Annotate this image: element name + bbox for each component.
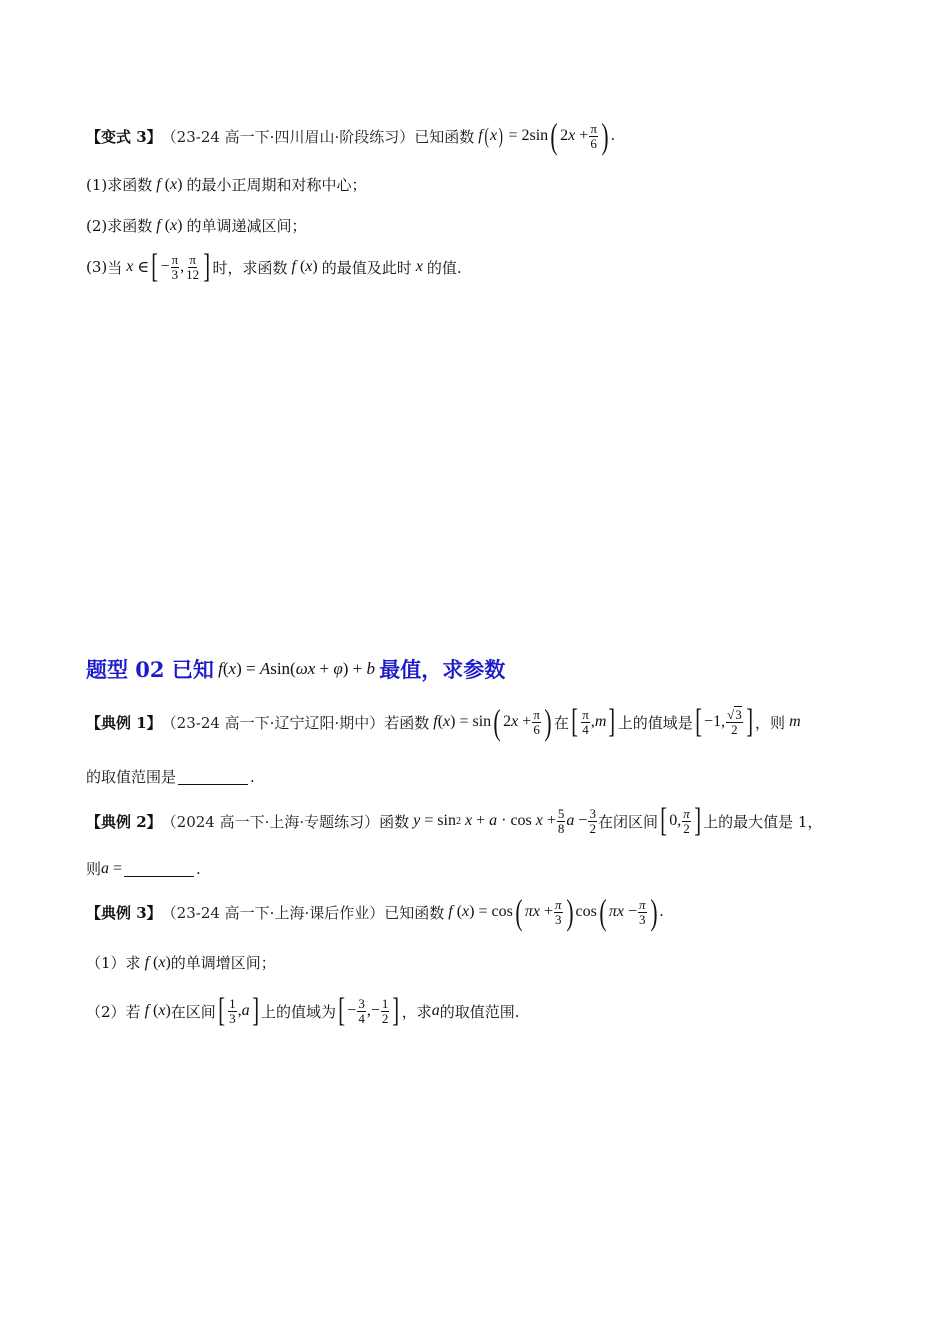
example1-cont: 的取值范围是 . — [86, 767, 255, 786]
example3-stem: 【典例 3】 （23-24 高一下·上海·课后作业） 已知函数 f ( x ) = cos ( πx + $\frac{\pi}{3}$ ) cos ( πx − $\frac{\pi}{3}$ ) . — [86, 892, 664, 932]
section-heading — [86, 654, 505, 684]
variant3-tag: 【变式 3】 — [86, 127, 162, 146]
section-title-suffix: 最值，求参数 — [379, 657, 506, 682]
variant3-q2: (2) 求函数 f ( x ) 的单调递减区间； — [86, 216, 307, 235]
variant3-stem-text: 已知函数 — [414, 127, 475, 146]
example2-tag: 【典例 2】 — [86, 812, 162, 831]
answer-blank[interactable] — [178, 769, 248, 785]
example1-tag: 【典例 1】 — [86, 713, 162, 732]
answer-blank[interactable] — [124, 861, 194, 877]
variant3-q3: (3) 当 x ∈ [ − $\frac{\pi}{3}$ , $\frac{\pi}{12}$ ] 时，求函数 f ( x ) 的最值及此时 x 的值. — [86, 248, 462, 285]
example3-q2: （2） 若 f ( x ) 在区间 [ $\frac{1}{3}$ , a ] 上的值域为 [ − $\frac{3}{4}$ ,− $\frac{1}{2}$ ] ，求 a 的取值范围. — [86, 992, 520, 1029]
section-title-prefix: 题型 02 已知 — [86, 657, 214, 682]
example3-tag: 【典例 3】 — [86, 903, 162, 922]
example2-stem: 【典例 2】 （2024 高一下·上海·专题练习） 函数 y = sin 2 x + a · cos x + $\frac{5}{8}$ a − $\frac{3}{2}$ 在闭区间 [ 0, $\frac{\pi}{2}$ ] 上的最大值是 1， — [86, 802, 823, 839]
variant3-q1: (1) 求函数 f ( x ) 的最小正周期和对称中心； — [86, 175, 367, 194]
example2-cont: 则 a = . — [86, 859, 201, 878]
variant3-formula: f ( x ) = 2sin ( 2 x + $\frac{\pi}{6}$ ) . — [478, 116, 615, 156]
variant3-source: （23-24 高一下·四川眉山·阶段练习） — [161, 127, 415, 146]
section-formula: f ( x ) = A sin( ωx + φ ) + b — [218, 659, 376, 678]
example3-q1: （1） 求 f ( x ) 的单调增区间； — [86, 953, 276, 972]
example1-stem: 【典例 1】 （23-24 高一下·辽宁辽阳·期中） 若函数 f ( x ) = sin ( 2 x + $\frac{\pi}{6}$ ) 在 [ $\frac{\pi}{4}$ , m ] 上的值域是 [ −1, $\frac{√3}{2}$ ] ，则 m — [86, 702, 801, 742]
variant3-stem — [86, 118, 615, 154]
